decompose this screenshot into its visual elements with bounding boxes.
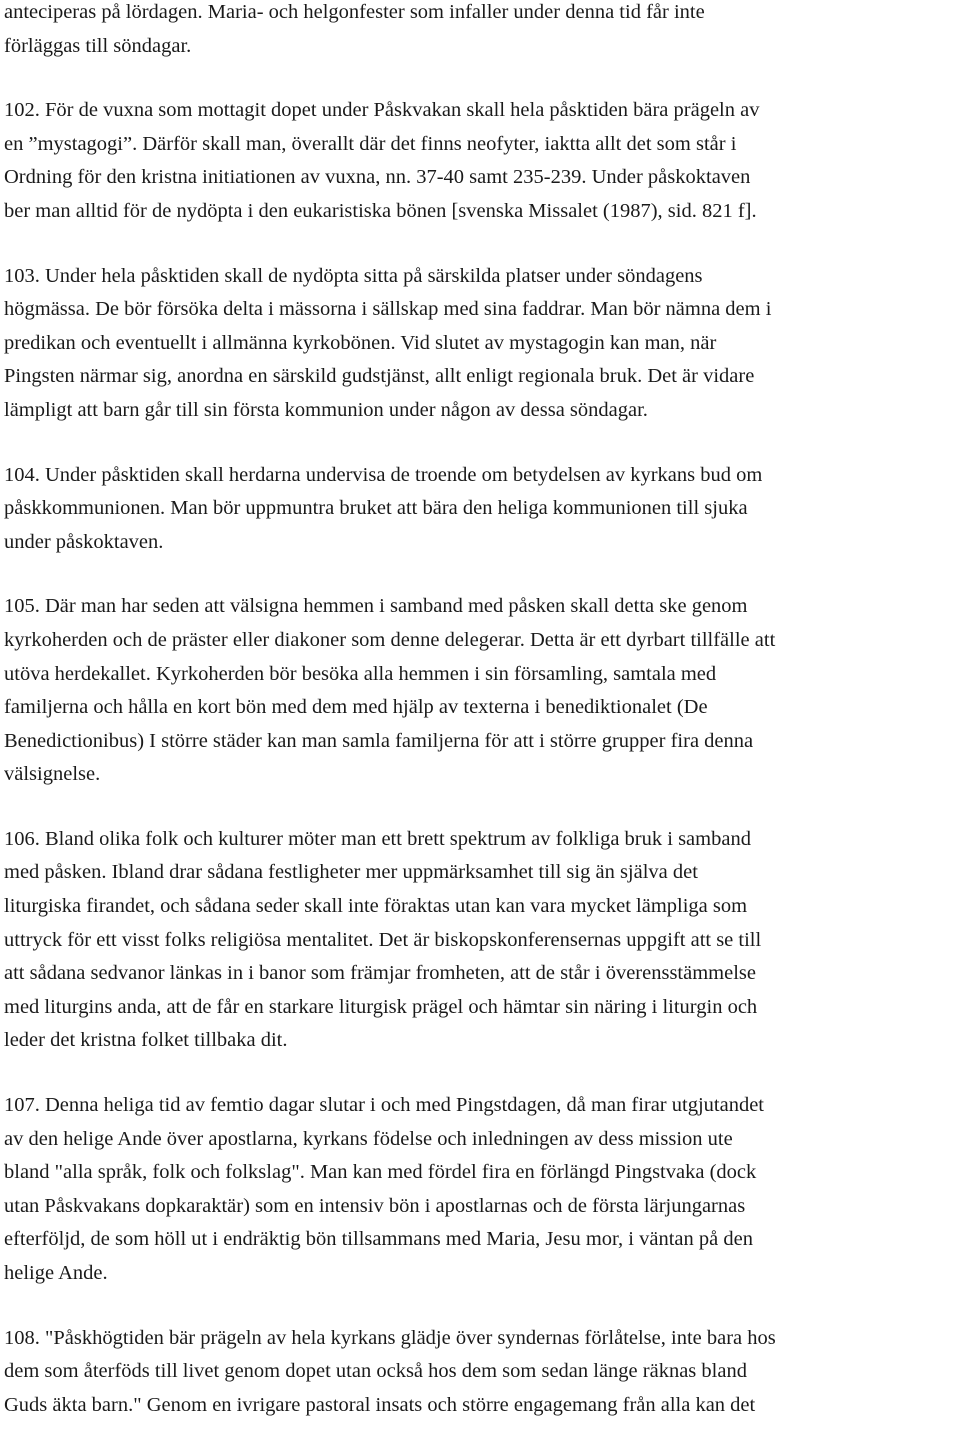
text-line: anteciperas på lördagen. Maria- och helgonfester som infaller under denna tid får inte <box>4 1 705 23</box>
text-line: med påsken. Ibland drar sådana festligheter mer uppmärksamhet till sig än själva det <box>4 861 698 884</box>
paragraph-105 <box>4 590 956 792</box>
text-line: lämpligt att barn går till sin första kommunion under någon av dessa söndagar. <box>4 398 648 421</box>
paragraph-104 <box>4 459 956 560</box>
text-line: förläggas till söndagar. <box>4 34 192 57</box>
paragraph-108 <box>4 1322 956 1423</box>
text-line: 103. Under hela påsktiden skall de nydöpta sitta på särskilda platser under söndagens <box>4 264 703 287</box>
text-line: högmässa. De bör försöka delta i mässorna i sällskap med sina faddrar. Man bör nämna dem i <box>4 298 772 321</box>
text-line: 102. För de vuxna som mottagit dopet under Påskvakan skall hela påsktiden bära prägeln av <box>4 99 760 122</box>
text-line: dem som återföds till livet genom dopet utan också hos dem som sedan länge räknas bland <box>4 1360 747 1383</box>
text-line: välsignelse. <box>4 763 101 786</box>
paragraph-103 <box>4 260 956 428</box>
text-line: Ordning för den kristna initiationen av vuxna, nn. 37-40 samt 235-239. Under påskoktaven <box>4 166 751 189</box>
text-line: 105. Där man har seden att välsigna hemmen i samband med påsken skall detta ske genom <box>4 595 748 618</box>
text-line: predikan och eventuellt i allmänna kyrkobönen. Vid slutet av mystagogin kan man, när <box>4 331 717 354</box>
text-line: att sådana sedvanor länkas in i banor som främjar fromheten, att de står i överensstämmelse <box>4 962 756 985</box>
text-line: Benedictionibus) I större städer kan man samla familjerna för att i större grupper fira denna <box>4 729 754 752</box>
paragraph-102 <box>4 94 956 228</box>
paragraph-continuation <box>4 0 956 63</box>
document-page <box>4 0 956 1453</box>
text-line: helige Ande. <box>4 1262 108 1284</box>
text-line: av den helige Ande över apostlarna, kyrkans födelse och inledningen av dess mission ute <box>4 1127 733 1150</box>
text-line: familjerna och hålla en kort bön med dem med hjälp av texterna i benediktionalet (De <box>4 696 708 719</box>
text-line: 106. Bland olika folk och kulturer möter man ett brett spektrum av folkliga bruk i samband <box>4 827 751 850</box>
text-line: liturgiska firandet, och sådana seder skall inte föraktas utan kan vara mycket lämpliga som <box>4 895 748 918</box>
text-line: efterföljd, de som höll ut i endräktig bön tillsammans med Maria, Jesu mor, i väntan på den <box>4 1228 753 1251</box>
text-line: utan Påskvakans dopkaraktär) som en intensiv bön i apostlarnas och de första lärjungarnas <box>4 1194 746 1217</box>
text-line: ber man alltid för de nydöpta i den eukaristiska bönen [svenska Missalet (1987), sid. 821 f]. <box>4 199 757 222</box>
text-line: med liturgins anda, att de får en starkare liturgisk prägel och hämtar sin näring i liturgin och <box>4 995 758 1018</box>
text-line: uttryck för ett visst folks religiösa mentalitet. Det är biskopskonferensernas uppgift att se till <box>4 928 762 951</box>
text-line: leder det kristna folket tillbaka dit. <box>4 1029 288 1052</box>
text-line: bland "alla språk, folk och folkslag". Man kan med fördel fira en förlängd Pingstvaka (dock <box>4 1161 757 1184</box>
text-line: 107. Denna heliga tid av femtio dagar slutar i och med Pingstdagen, då man firar utgjutandet <box>4 1094 764 1117</box>
text-line: 108. "Påskhögtiden bär prägeln av hela kyrkans glädje över syndernas förlåtelse, inte bara hos <box>4 1326 776 1349</box>
text-line: 104. Under påsktiden skall herdarna undervisa de troende om betydelsen av kyrkans bud om <box>4 463 763 486</box>
text-line: utöva herdekallet. Kyrkoherden bör besöka alla hemmen i sin församling, samtala med <box>4 662 717 685</box>
text-line: under påskoktaven. <box>4 530 164 553</box>
paragraph-106 <box>4 823 956 1058</box>
text-line: en ”mystagogi”. Därför skall man, överallt där det finns neofyter, iaktta allt det som står i <box>4 132 737 155</box>
paragraph-107 <box>4 1089 956 1291</box>
text-line: kyrkoherden och de präster eller diakoner som denne delegerar. Detta är ett dyrbart tillfälle att <box>4 628 776 651</box>
text-line: påskkommunionen. Man bör uppmuntra bruket att bära den heliga kommunionen till sjuka <box>4 497 748 520</box>
text-line: Guds äkta barn." Genom en ivrigare pastoral insats och större engagemang från alla kan det <box>4 1393 756 1416</box>
text-line: Pingsten närmar sig, anordna en särskild gudstjänst, allt enligt regionala bruk. Det är vidare <box>4 365 755 388</box>
